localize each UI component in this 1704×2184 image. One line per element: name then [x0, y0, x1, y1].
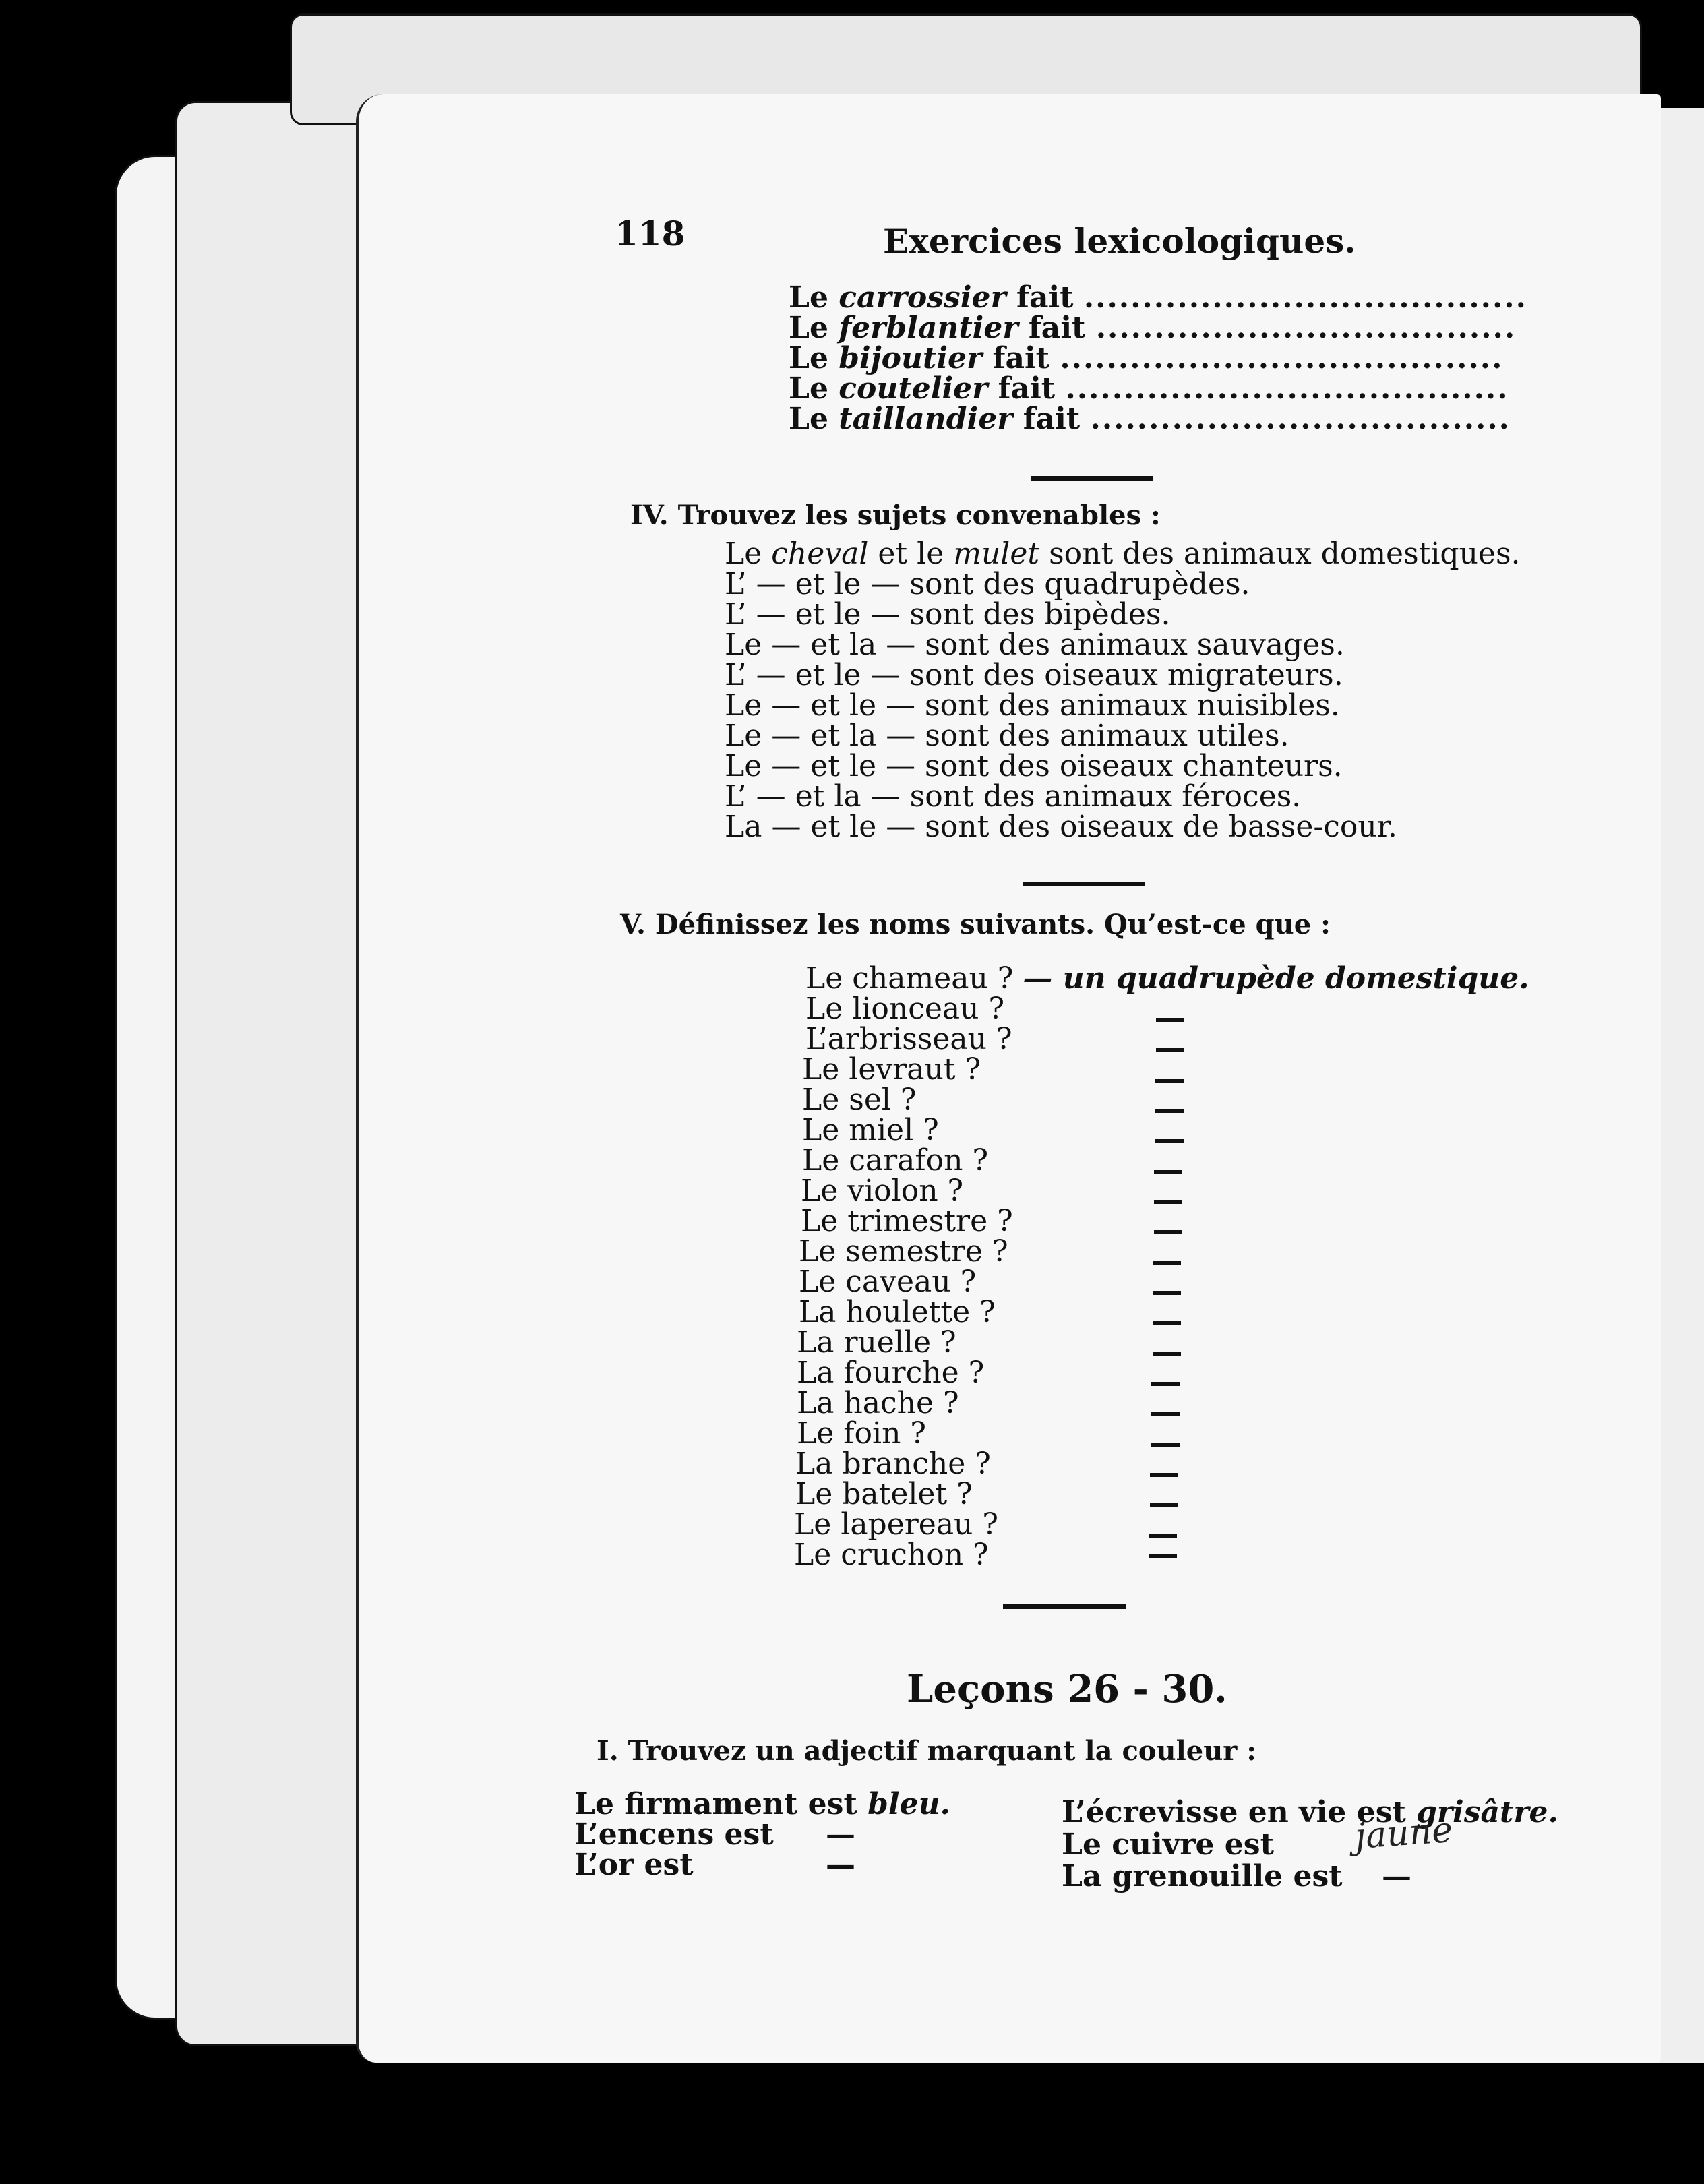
definition-item: Le lionceau ? — [805, 992, 1005, 1026]
section-iv-line: L’ — et la — sont des animaux féroces. — [725, 779, 1302, 814]
section-v-heading: V. Définissez les noms suivants. Qu’est-ce que : — [620, 909, 1331, 940]
answer-dash — [1150, 1473, 1178, 1477]
section-iv-example: Le cheval et le mulet sont des animaux domestiques. — [725, 537, 1521, 571]
section-rule — [1023, 882, 1145, 886]
color-answer: — — [1382, 1859, 1411, 1893]
color-answer: bleu. — [868, 1787, 950, 1821]
section-iv-line: L’ — et le — sont des quadrupèdes. — [725, 567, 1250, 601]
color-left-line: Le firmament est bleu. — [574, 1787, 950, 1821]
section-iv-line: Le — et le — sont des animaux nuisibles. — [725, 688, 1340, 723]
definition-item: L’arbrisseau ? — [805, 1022, 1012, 1056]
section-iv-line: La — et le — sont des oiseaux de basse-cour. — [725, 810, 1397, 844]
answer-dash — [1154, 1200, 1182, 1204]
answer-dash — [1153, 1321, 1181, 1325]
trade-line: Le ferblantier fait .................................... — [789, 311, 1517, 345]
answer-dash — [1149, 1554, 1177, 1558]
trade-line: Le coutelier fait ...................................... — [789, 371, 1509, 406]
color-right-line: L’écrevisse en vie est grisâtre. — [1062, 1795, 1558, 1829]
definition-item: La ruelle ? — [797, 1325, 956, 1360]
answer-dash — [1151, 1443, 1180, 1447]
definition-item: Le sel ? — [802, 1083, 917, 1117]
definition-item: Le lapereau ? — [794, 1507, 998, 1542]
definition-item: Le batelet ? — [795, 1477, 973, 1511]
definition-item: La branche ? — [795, 1447, 991, 1481]
definition-item: Le caveau ? — [799, 1265, 977, 1299]
trade-word: coutelier — [839, 371, 988, 406]
section-iv-line: Le — et le — sont des oiseaux chanteurs. — [725, 749, 1343, 783]
definition-item: La fourche ? — [797, 1356, 985, 1390]
answer-dash — [1154, 1170, 1182, 1174]
page-number: 118 — [615, 214, 686, 253]
trade-word: taillandier — [839, 402, 1013, 436]
trade-word: bijoutier — [839, 341, 983, 375]
answer-dash — [1149, 1534, 1177, 1538]
trade-word: ferblantier — [839, 311, 1018, 345]
definition-item: Le cruchon ? — [794, 1538, 989, 1572]
trade-line: Le taillandier fait .................................... — [789, 402, 1511, 436]
definition-item: Le trimestre ? — [801, 1204, 1013, 1238]
trade-line: Le bijoutier fait ...................................... — [789, 341, 1504, 375]
color-left-line: L’encens est — [574, 1817, 774, 1852]
definition-first-line: Le chameau ? — un quadrupède domestique. — [805, 961, 1529, 996]
section-i-heading: I. Trouvez un adjectif marquant la couleur : — [597, 1735, 1257, 1767]
color-right-line: La grenouille est — [1062, 1859, 1343, 1893]
answer-dash — [1153, 1261, 1181, 1265]
definition-item: Le miel ? — [802, 1113, 939, 1147]
definition-item: La houlette ? — [799, 1295, 996, 1329]
section-rule — [1031, 476, 1153, 481]
definition-item: Le foin ? — [797, 1416, 927, 1451]
color-answer: — — [826, 1848, 855, 1882]
answer-dash — [1151, 1382, 1180, 1386]
answer-dash — [1155, 1109, 1184, 1113]
running-title: Exercices lexicologiques. — [883, 221, 1356, 261]
trade-line: Le carrossier fait ...................................... — [789, 280, 1527, 315]
section-rule — [1003, 1604, 1126, 1609]
section-iv-line: Le — et la — sont des animaux utiles. — [725, 719, 1289, 753]
answer-dash — [1153, 1352, 1181, 1356]
color-left-line: L’or est — [574, 1848, 694, 1882]
section-iv-line: L’ — et le — sont des oiseaux migrateurs. — [725, 658, 1343, 692]
answer-dash — [1156, 1018, 1184, 1022]
answer-dash — [1154, 1230, 1182, 1234]
answer-dash — [1155, 1079, 1184, 1083]
definition-example-answer: — un quadrupède domestique. — [1023, 961, 1529, 996]
section-iv-line: Le — et la — sont des animaux sauvages. — [725, 628, 1345, 662]
answer-dash — [1153, 1291, 1181, 1295]
definition-item: La hache ? — [797, 1386, 959, 1420]
answer-dash — [1155, 1139, 1184, 1143]
answer-dash — [1151, 1412, 1180, 1416]
definition-item: Le violon ? — [801, 1174, 964, 1208]
answer-dash — [1150, 1503, 1178, 1507]
color-right-line: Le cuivre est — [1062, 1827, 1274, 1862]
color-answer: grisâtre. — [1416, 1795, 1558, 1829]
section-iv-heading: IV. Trouvez les sujets convenables : — [630, 499, 1161, 531]
trade-word: carrossier — [839, 280, 1006, 315]
handwritten-annotation: jaune — [1353, 1810, 1454, 1857]
color-answer: — — [826, 1817, 855, 1852]
definition-item: Le levraut ? — [802, 1052, 981, 1087]
section-iv-line: L’ — et le — sont des bipèdes. — [725, 597, 1171, 632]
definition-item: Le semestre ? — [799, 1234, 1008, 1269]
lessons-title: Leçons 26 - 30. — [907, 1667, 1227, 1711]
answer-dash — [1156, 1048, 1184, 1052]
definition-item: Le carafon ? — [802, 1143, 989, 1178]
